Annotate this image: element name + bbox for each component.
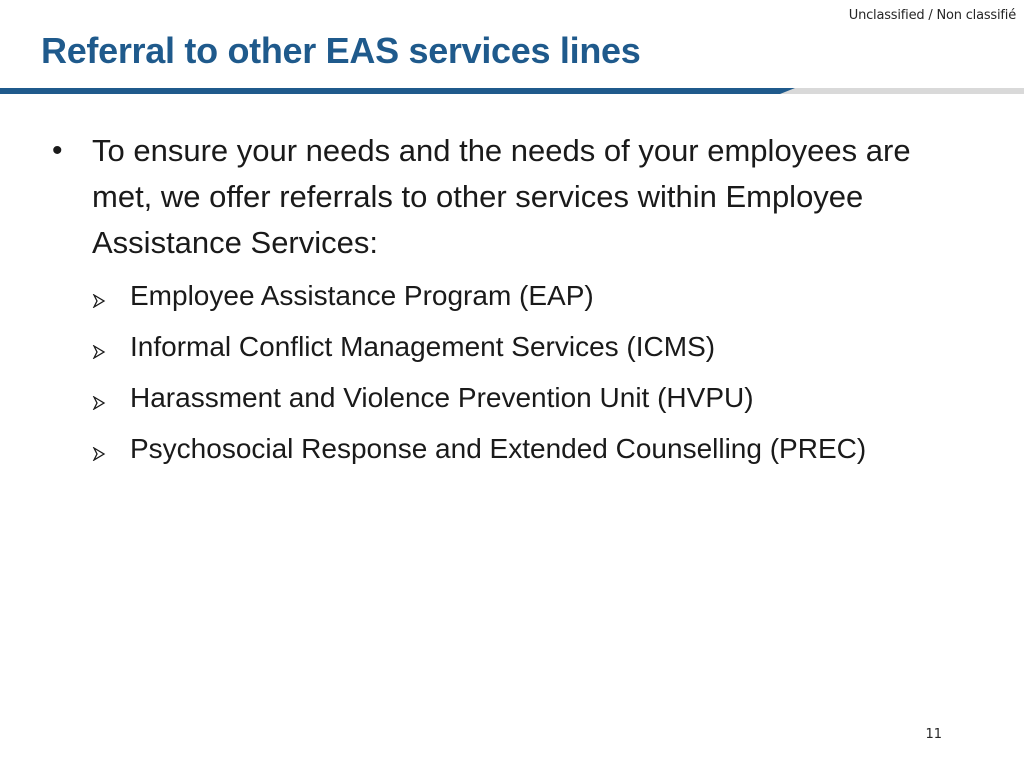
title-underline [0, 88, 1024, 94]
slide-content [0, 128, 1024, 480]
page-number: 11 [925, 727, 942, 742]
bullet-dot-icon: • [52, 134, 63, 167]
list-item [90, 327, 1024, 378]
list-item [90, 429, 1024, 480]
list-item-label: Employee Assistance Program (EAP) [130, 280, 594, 311]
list-item [90, 378, 1024, 429]
main-bullet-text: To ensure your needs and the needs of your employees are met, we offer referrals to other services within Employee Assistance Services: [92, 133, 911, 260]
slide-title: Referral to other EAS services lines [41, 30, 641, 71]
arrow-bullet-icon [92, 447, 106, 461]
list-item-label: Informal Conflict Management Services (ICMS) [130, 331, 716, 362]
sub-bullet-list [0, 276, 1024, 480]
arrow-bullet-icon [92, 294, 106, 308]
list-item [90, 276, 1024, 327]
arrow-bullet-icon [92, 396, 106, 410]
list-item-label: Psychosocial Response and Extended Counselling (PREC) [130, 433, 867, 464]
main-bullet [48, 128, 952, 266]
list-item-label: Harassment and Violence Prevention Unit (HVPU) [130, 382, 754, 413]
arrow-bullet-icon [92, 345, 106, 359]
title-underline-dark [0, 88, 795, 94]
classification-label: Unclassified / Non classifié [848, 8, 1016, 23]
